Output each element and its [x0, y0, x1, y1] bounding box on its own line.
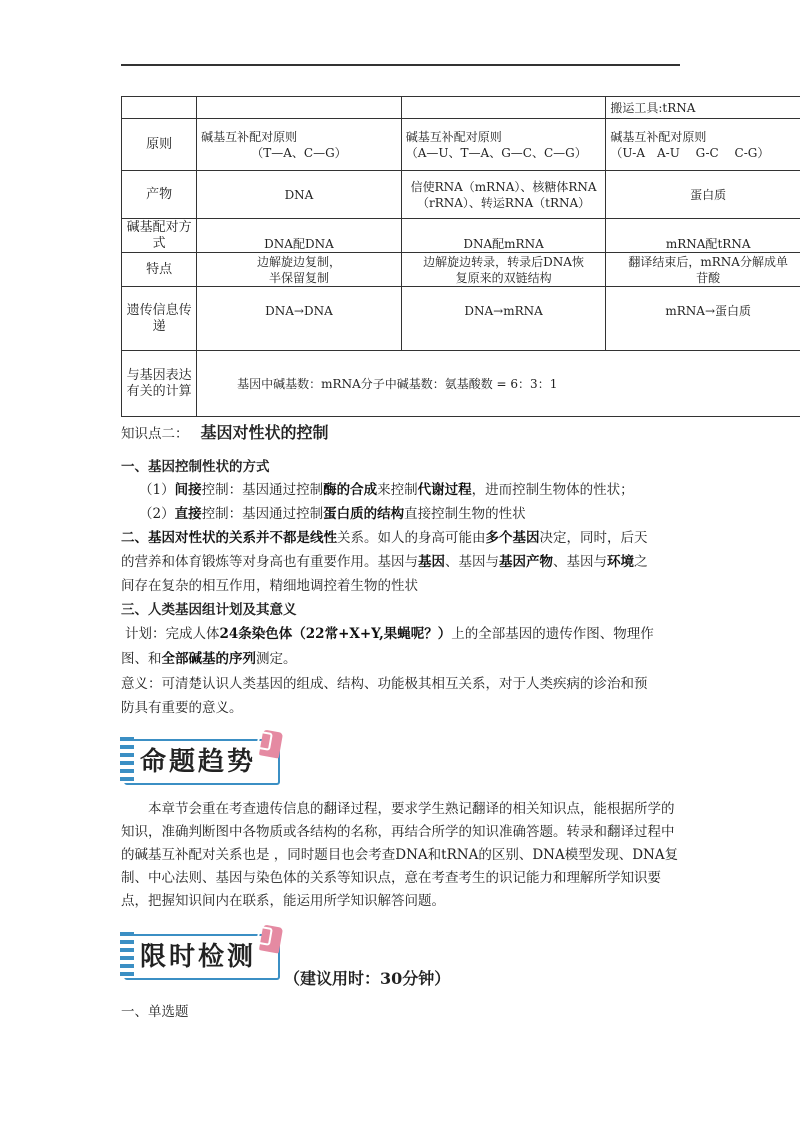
carrier-cell: 搬运工具:tRNA	[606, 97, 800, 119]
table-row	[122, 219, 800, 253]
row-label: 遗传信息传递	[122, 287, 197, 351]
bold-span: 直接	[174, 506, 202, 522]
bold-span: 多个基因	[485, 530, 540, 546]
table-cell	[197, 119, 402, 171]
table-cell: 蛋白质	[606, 171, 800, 219]
section-3-plan-1	[125, 623, 800, 645]
text-span: 控制：基因通过控制	[201, 506, 324, 522]
suggested-time: （建议用时：30分钟）	[284, 969, 451, 988]
text-span: 图、和	[121, 651, 162, 667]
bold-span: 基因产物	[499, 554, 553, 570]
table-cell: DNA配DNA	[197, 219, 402, 253]
row-label: 产物	[122, 171, 197, 219]
trend-paragraph: 本章节会重在考查遗传信息的翻译过程，要求学生熟记翻译的相关知识点，能根据所学的知识，准确判断图中各物质或各结构的名称，再结合所学的知识准确答题。转录和翻译过程中的碱基互补配对关系也是 ，同时题目也会考查DNA和tRNA的区别、DNA模型发现、DNA复制、中心法则、基因与染色体的关系等知识点，意在考查考生的识记能力和理解所学知识要点，把握知识间内在联系，能运用所学知识解答问题。	[121, 801, 679, 909]
section-3-heading: 三、人类基因组计划及其意义	[121, 602, 297, 618]
text-span: 的营养和体育锻炼等对身高也有重要作用。基因与	[121, 554, 418, 570]
paperclip-icon-inner	[256, 731, 273, 751]
text-span: ，进而控制生物体的性状；	[471, 482, 634, 498]
table-cell: DNA→mRNA	[401, 287, 606, 351]
row-label: 碱基配对方式	[122, 219, 197, 253]
table-cell	[401, 119, 606, 171]
text-span: 关系。如人的身高可能由	[337, 530, 486, 546]
table-row	[122, 119, 800, 171]
knowledge-point-2	[121, 422, 800, 445]
cell-line: 碱基互补配对原则	[405, 129, 502, 144]
section-1-line-1	[139, 479, 800, 501]
table-cell: mRNA→蛋白质	[606, 287, 800, 351]
text-span: 、基因与	[553, 554, 607, 570]
cell-line: 信使RNA（mRNA）、核糖体RNA	[410, 179, 597, 194]
text-span: 测定。	[256, 651, 297, 667]
timed-test-banner	[122, 930, 287, 980]
section-1-line-2	[139, 503, 800, 525]
section-3-meaning-2: 防具有重要的意义。	[121, 700, 243, 716]
bold-span: 线性	[310, 530, 337, 546]
calc-cell: 基因中碱基数：mRNA分子中碱基数：氨基酸数 = 6：3：1	[197, 351, 800, 417]
section-2-line-2	[121, 551, 800, 573]
cell-line: 翻译结束后，mRNA分解成单	[628, 254, 788, 269]
bold-span: 基因	[418, 554, 445, 570]
cell-line: 碱基互补配对原则	[201, 129, 298, 144]
table-cell	[606, 253, 800, 287]
text-span: 计划：完成人体	[125, 626, 220, 642]
row-label: 与基因表达有关的计算	[122, 351, 197, 417]
text-span: 控制：基因通过控制	[201, 482, 324, 498]
cell-line: 边解旋边复制，	[256, 254, 341, 269]
kp-prefix: 知识点二：	[121, 426, 189, 442]
cell-line: 边解旋边转录，转录后DNA恢	[423, 254, 584, 269]
table-row	[122, 171, 800, 219]
bold-span: 代谢过程	[417, 482, 472, 498]
banner-edge	[120, 932, 134, 978]
section-1-heading: 一、基因控制性状的方式	[121, 459, 270, 475]
comparison-table	[121, 96, 800, 417]
table-cell	[401, 253, 606, 287]
row-label: 特点	[122, 253, 197, 287]
single-choice-heading: 一、单选题	[121, 1004, 189, 1020]
cell-line: 半保留复制	[268, 270, 329, 285]
bold-span: 酶的合成	[323, 482, 378, 498]
section-2-line-1	[121, 527, 800, 549]
cell-line: （T—A、C—G）	[251, 145, 347, 160]
table-cell: DNA→DNA	[197, 287, 402, 351]
text-span: 上的全部基因的遗传作图、物理作	[451, 626, 654, 642]
cell-line: 碱基互补配对原则	[610, 129, 707, 144]
cell-line: 复原来的双链结构	[455, 270, 552, 285]
table-cell	[197, 253, 402, 287]
banner-edge	[120, 737, 134, 783]
trend-banner	[122, 735, 287, 785]
text-span: 来控制	[377, 482, 418, 498]
table-cell	[606, 119, 800, 171]
section-3-plan-2	[121, 648, 800, 670]
section-3-meaning-1: 意义：可清楚认识人类基因的组成、结构、功能极其相互关系，对于人类疾病的诊治和预	[121, 676, 648, 692]
text-span: （2）	[139, 506, 175, 522]
table-row	[122, 351, 800, 417]
cell-line: （A—U、T—A、G—C、C—G）	[405, 145, 587, 160]
bold-span: 蛋白质的结构	[323, 506, 405, 522]
banner-title: 命题趋势	[140, 747, 257, 777]
kp-title: 基因对性状的控制	[200, 423, 329, 442]
bold-span: 环境	[607, 554, 634, 570]
text-span: 之	[634, 554, 648, 570]
text-span: （1）	[139, 482, 175, 498]
bold-span: 二、基因对性状的关系并不都是	[121, 530, 310, 546]
table-row	[122, 253, 800, 287]
table-cell: mRNA配tRNA	[606, 219, 800, 253]
banner-title: 限时检测	[140, 942, 257, 972]
header-rule	[121, 64, 680, 66]
cell-line: （U-A A-U G-C C-G）	[610, 145, 770, 160]
text-span: 直接控制生物的性状	[404, 506, 526, 522]
row-label: 原则	[122, 119, 197, 171]
table-row	[122, 287, 800, 351]
paperclip-icon-inner	[256, 926, 273, 946]
cell-line: （rRNA）、转运RNA（tRNA）	[416, 195, 591, 210]
section-2-line-3: 间存在复杂的相互作用，精细地调控着生物的性状	[121, 578, 418, 594]
text-span: 、基因与	[445, 554, 499, 570]
table-row	[122, 97, 800, 119]
cell-line: 苷酸	[696, 270, 721, 285]
table-cell: DNA配mRNA	[401, 219, 606, 253]
bold-span: 24条染色体（22常+X+Y,果蝇呢？）	[219, 626, 452, 642]
bold-span: 全部碱基的序列	[161, 651, 256, 667]
bold-span: 间接	[174, 482, 202, 498]
text-span: 决定，同时，后天	[539, 530, 648, 546]
table-cell: DNA	[197, 171, 402, 219]
table-cell	[401, 171, 606, 219]
